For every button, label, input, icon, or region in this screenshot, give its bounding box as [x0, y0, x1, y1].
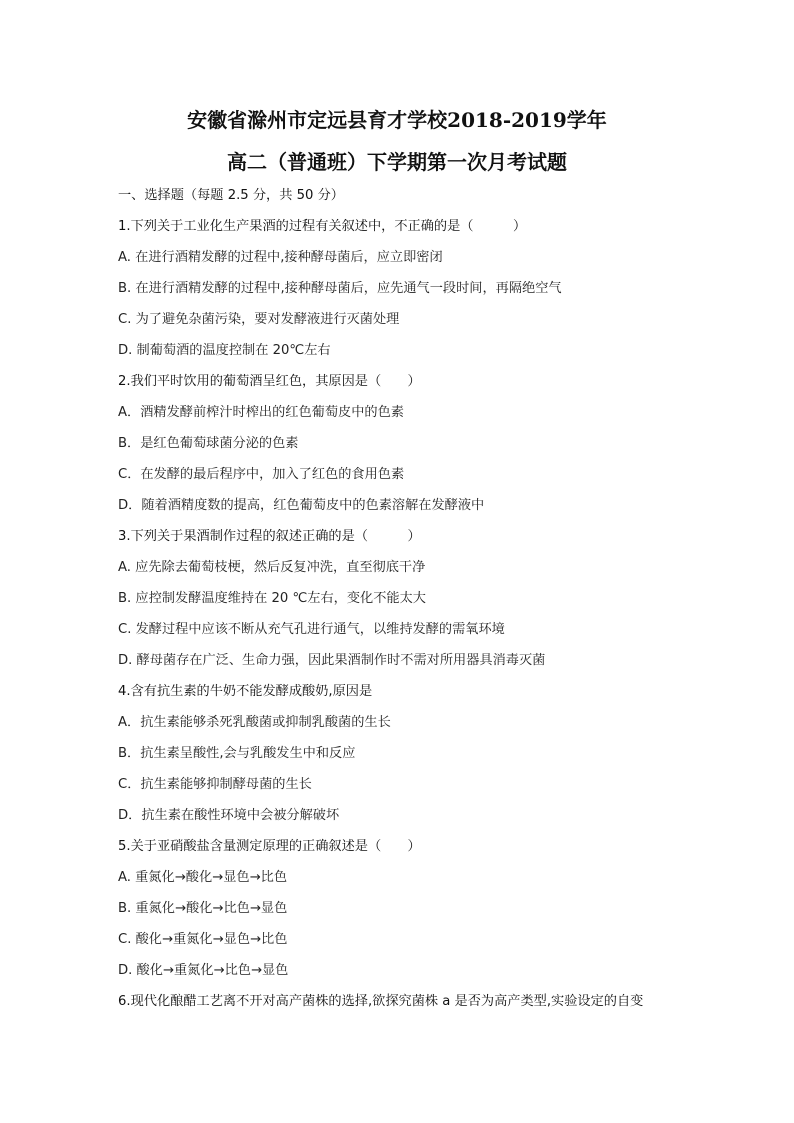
document-title-line2: 高二（普通班）下学期第一次月考试题	[227, 150, 567, 174]
question-3-option-c: C. 发酵过程中应该不断从充气孔进行通气，以维持发酵的需氧环境	[118, 622, 505, 637]
document-body	[118, 185, 718, 1022]
question-2-option-c: C．在发酵的最后程序中，加入了红色的食用色素	[118, 467, 405, 482]
question-1-option-a: A. 在进行酒精发酵的过程中,接种酵母菌后，应立即密闭	[118, 250, 443, 265]
question-5-option-b: B. 重氮化→酸化→比色→显色	[118, 901, 288, 916]
document-title-line1: 安徽省滁州市定远县育才学校2018-2019学年	[187, 108, 607, 132]
question-stem-1: 1.下列关于工业化生产果酒的过程有关叙述中，不正确的是（ ）	[118, 219, 527, 234]
question-stem-6: 6.现代化酿醋工艺离不开对高产菌株的选择,欲探究菌株 a 是否为高产类型,实验设定的自变	[118, 994, 644, 1009]
question-1-option-b: B. 在进行酒精发酵的过程中,接种酵母菌后，应先通气一段时间，再隔绝空气	[118, 281, 562, 296]
question-stem-3: 3.下列关于果酒制作过程的叙述正确的是（ ）	[118, 529, 421, 544]
question-2-option-a: A．酒精发酵前榨汁时榨出的红色葡萄皮中的色素	[118, 405, 404, 420]
question-5-option-c: C. 酸化→重氮化→显色→比色	[118, 932, 288, 947]
question-5-option-a: A. 重氮化→酸化→显色→比色	[118, 870, 288, 885]
question-1-option-c: C. 为了避免杂菌污染，要对发酵液进行灭菌处理	[118, 312, 400, 327]
question-3-option-a: A. 应先除去葡萄枝梗，然后反复冲洗，直至彻底干净	[118, 560, 426, 575]
question-4-option-b: B．抗生素呈酸性,会与乳酸发生中和反应	[118, 746, 356, 761]
section-heading: 一、选择题（每题 2.5 分，共 50 分）	[118, 188, 344, 203]
question-4-option-a: A．抗生素能够杀死乳酸菌或抑制乳酸菌的生长	[118, 715, 391, 730]
question-2-option-d: D．随着酒精度数的提高，红色葡萄皮中的色素溶解在发酵液中	[118, 498, 485, 513]
question-4-option-d: D．抗生素在酸性环境中会被分解破坏	[118, 808, 340, 823]
question-3-option-d: D. 酵母菌存在广泛、生命力强，因此果酒制作时不需对所用器具消毒灭菌	[118, 653, 546, 668]
question-2-option-b: B．是红色葡萄球菌分泌的色素	[118, 436, 299, 451]
question-stem-2: 2.我们平时饮用的葡萄酒呈红色，其原因是（ ）	[118, 374, 421, 389]
question-4-option-c: C．抗生素能够抑制酵母菌的生长	[118, 777, 312, 792]
question-1-option-d: D. 制葡萄酒的温度控制在 20℃左右	[118, 343, 331, 358]
question-stem-5: 5.关于亚硝酸盐含量测定原理的正确叙述是（ ）	[118, 839, 421, 854]
question-3-option-b: B. 应控制发酵温度维持在 20 ℃左右，变化不能太大	[118, 591, 426, 606]
question-5-option-d: D. 酸化→重氮化→比色→显色	[118, 963, 289, 978]
question-stem-4: 4.含有抗生素的牛奶不能发酵成酸奶,原因是	[118, 684, 373, 699]
